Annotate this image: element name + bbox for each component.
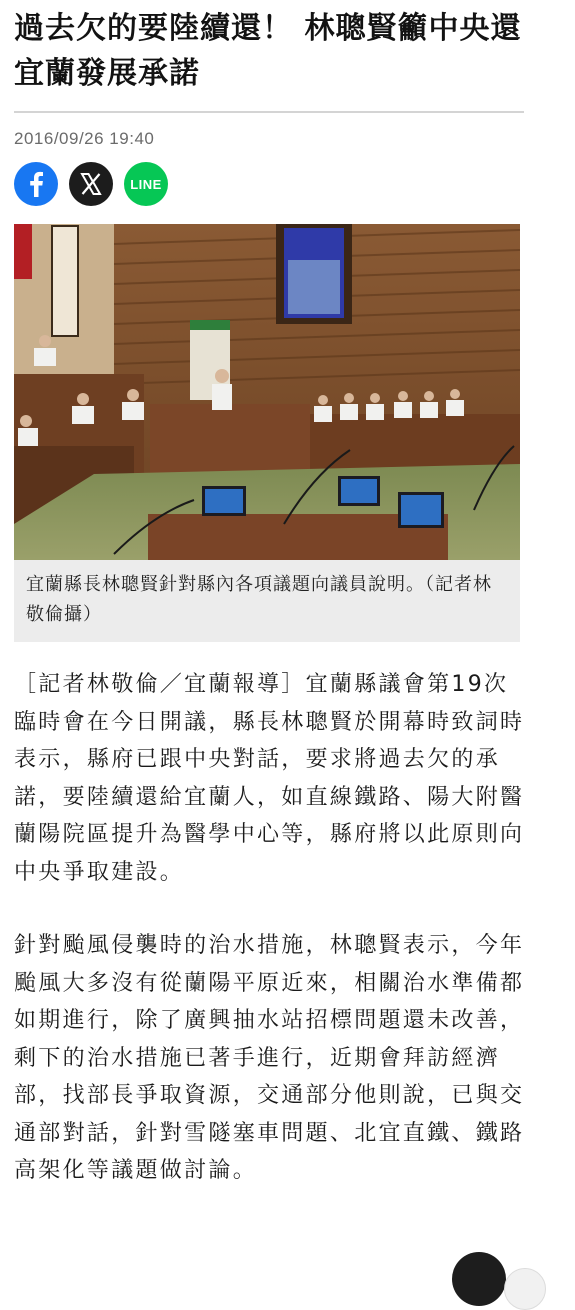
share-line-button[interactable] — [124, 162, 168, 206]
article-title: 過去欠的要陸續還！ 林聰賢籲中央還宜蘭發展承諾 — [14, 11, 522, 91]
share-x-button[interactable] — [69, 162, 113, 206]
x-icon — [69, 162, 113, 206]
scroll-top-button[interactable] — [504, 1268, 546, 1310]
article-photo — [14, 224, 520, 560]
title-divider — [14, 111, 524, 113]
share-bar — [14, 162, 561, 206]
photo-caption: 宜蘭縣長林聰賢針對縣內各項議題向議員說明。（記者林敬倫攝） — [14, 560, 520, 642]
article-photo-figure — [14, 224, 520, 642]
floating-action-button[interactable] — [452, 1252, 506, 1306]
publish-datetime: 2016/09/26 19:40 — [14, 129, 155, 148]
article-paragraph: 針對颱風侵襲時的治水措施，林聰賢表示，今年颱風大多沒有從蘭陽平原近來，相關治水準備都如期進行，除了廣興抽水站招標問題還未改善，剩下的治水措施已著手進行，近期會拜訪經濟部，找部長爭取資源，交通部分他則說，已與交通部對話，針對雪隧塞車問題、北宜直鐵、鐵路高架化等議題做討論。 — [14, 933, 525, 1183]
share-facebook-button[interactable] — [14, 162, 58, 206]
article-paragraph: ［記者林敬倫／宜蘭報導］宜蘭縣議會第19次臨時會在今日開議，縣長林聰賢於開幕時致詞時表示，縣府已跟中央對話，要求將過去欠的承諾，要陸續還給宜蘭人，如直線鐵路、陽大附醫蘭陽院區提升為醫學中心等，縣府將以此原則向中央爭取建設。 — [14, 672, 525, 885]
line-label: LINE — [130, 176, 162, 192]
facebook-icon — [14, 162, 58, 206]
